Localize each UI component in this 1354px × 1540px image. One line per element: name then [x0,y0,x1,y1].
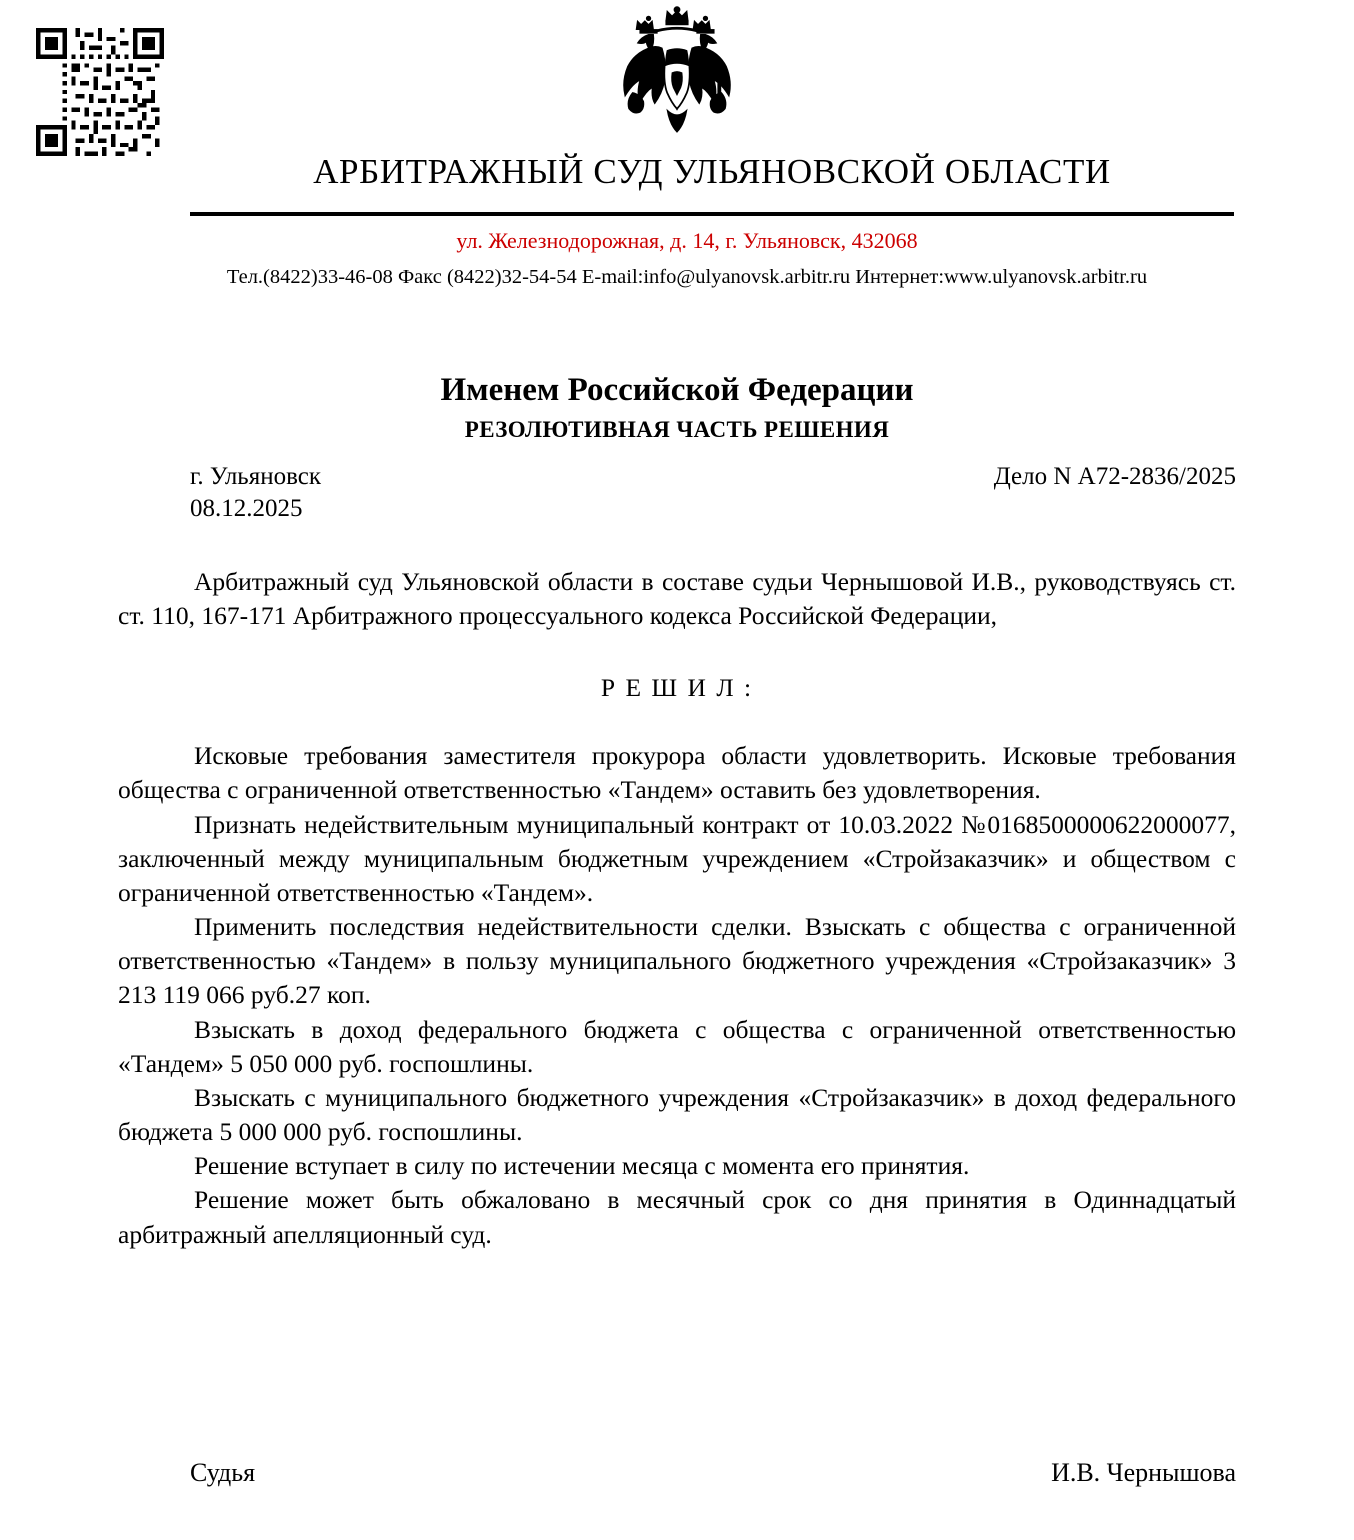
case-number: Дело N А72-2836/2025 [993,463,1236,490]
city: г. Ульяновск [190,463,321,490]
coat-of-arms-icon [0,6,1354,156]
document-meta [0,463,1354,491]
document-title: Именем Российской Федерации [440,372,914,408]
resolution-paragraph-7: Решение может быть обжаловано в месячный срок со дня принятия в Одиннадцатый арбитражный апелляционный суд. [118,1185,1236,1249]
document-header [0,0,1354,310]
court-address: ул. Железнодорожная, д. 14, г. Ульяновск, 432068 [456,228,918,253]
document-subtitle: РЕЗОЛЮТИВНАЯ ЧАСТЬ РЕШЕНИЯ [464,417,890,442]
resolved-label: Р Е Ш И Л : [600,673,754,703]
resolution-paragraph-3: Применить последствия недействительности сделки. Взыскать с общества с ограниченной ответственностью «Тандем» в пользу муниципального бюджетного учреждения «Стройзаказчик» 3 213 119 066 руб.27 коп. [118,912,1236,1010]
resolution-paragraph-1: Исковые требования заместителя прокурора области удовлетворить. Исковые требования общества с ограниченной ответственностью «Тандем» оставить без удовлетворения. [118,741,1236,805]
header-divider [190,212,1234,216]
court-contacts: Тел.(8422)33-46-08 Факс (8422)32-54-54 E-mail:info@ulyanovsk.arbitr.ru Интернет:www.ulyanovsk.arbitr.ru [226,266,1148,288]
document-date: 08.12.2025 [190,495,303,522]
resolution-paragraph-4: Взыскать в доход федерального бюджета с общества с ограниченной ответственностью «Тандем» 5 050 000 руб. госпошлины. [118,1014,1236,1078]
resolution-paragraph-2: Признать недействительным муниципальный контракт от 10.03.2022 №0168500000622000077, заключенный между муниципальным бюджетным учреждением «Стройзаказчик» и обществом с ограниченной ответственностью «Тандем». [118,809,1236,907]
resolution-paragraph-6: Решение вступает в силу по истечении месяца с момента его принятия. [194,1151,970,1181]
resolution-paragraph-5: Взыскать с муниципального бюджетного учреждения «Стройзаказчик» в доход федерального бюджета 5 000 000 руб. госпошлины. [118,1082,1236,1147]
signature-role: Судья [190,1458,256,1487]
signature-name: И.В. Чернышова [1051,1458,1236,1487]
signature-row [0,1458,1354,1488]
court-name: АРБИТРАЖНЫЙ СУД УЛЬЯНОВСКОЙ ОБЛАСТИ [313,152,1111,191]
intro-paragraph: Арбитражный суд Ульяновской области в составе судьи Чернышовой И.В., руководствуясь ст. ст. 110, 167-171 Арбитражного процессуального кодекса Российской Федерации, [118,567,1236,631]
